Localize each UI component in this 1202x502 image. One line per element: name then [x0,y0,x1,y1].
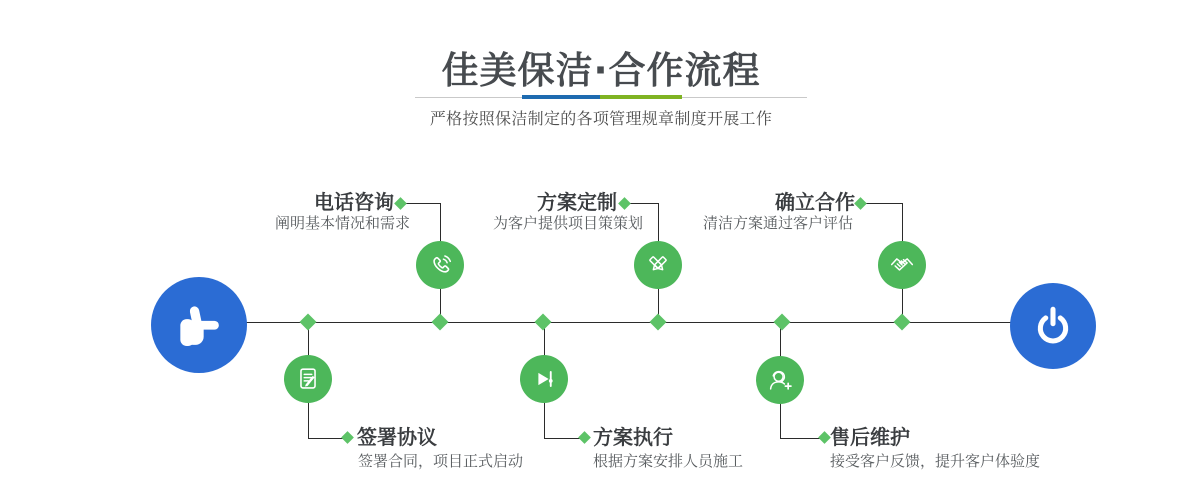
pointing-hand-icon [171,297,227,353]
timeline-node-diamond [300,314,317,331]
contract-icon [293,364,323,394]
step-icon-circle [284,355,332,403]
label-diamond [578,431,591,444]
step-desc-execute: 根据方案安排人员施工 [593,452,744,470]
timeline-node-diamond [774,314,791,331]
title-divider-green-segment [600,95,682,99]
end-endpoint-circle [1010,283,1096,369]
label-diamond [818,431,831,444]
page-subtitle: 严格按照保洁制定的各项管理规章制度开展工作 [429,109,773,128]
timeline-node-diamond [894,314,911,331]
label-diamond [854,197,867,210]
title-divider-blue-segment [522,95,600,99]
label-diamond [341,431,354,444]
step-title-confirm: 确立合作 [775,190,855,214]
label-diamond [618,197,631,210]
step-icon-circle [878,241,926,289]
play-execute-icon [529,364,559,394]
step-desc-sign: 签署合同，项目正式启动 [358,452,524,470]
step-title-execute: 方案执行 [593,425,673,449]
connector-horizontal [628,203,658,204]
connector-horizontal [404,203,440,204]
headset-plus-icon [765,365,795,395]
handshake-icon [887,250,917,280]
timeline-node-diamond [432,314,449,331]
connector-horizontal [866,203,902,204]
label-diamond [394,197,407,210]
step-desc-plan: 为客户提供项目策策划 [492,214,643,232]
power-icon [1030,303,1076,349]
page-title: 佳美保洁·合作流程 [441,49,761,92]
step-icon-circle [520,355,568,403]
step-desc-phone: 阐明基本情况和需求 [274,214,410,232]
timeline-node-diamond [650,314,667,331]
connector-horizontal [308,438,346,439]
timeline-node-diamond [535,314,552,331]
step-icon-circle [756,356,804,404]
phone-icon [425,250,455,280]
step-title-plan: 方案定制 [537,190,617,214]
step-title-sign: 签署协议 [357,425,437,449]
step-desc-aftersale: 接受客户反馈，提升客户体验度 [830,452,1041,470]
step-icon-circle [634,241,682,289]
step-icon-circle [416,241,464,289]
pencil-design-icon [643,250,673,280]
start-endpoint-circle [151,277,247,373]
step-title-phone: 电话咨询 [314,190,394,214]
connector-horizontal [780,438,824,439]
step-desc-confirm: 清洁方案通过客户评估 [702,214,853,232]
step-title-aftersale: 售后维护 [830,425,910,449]
